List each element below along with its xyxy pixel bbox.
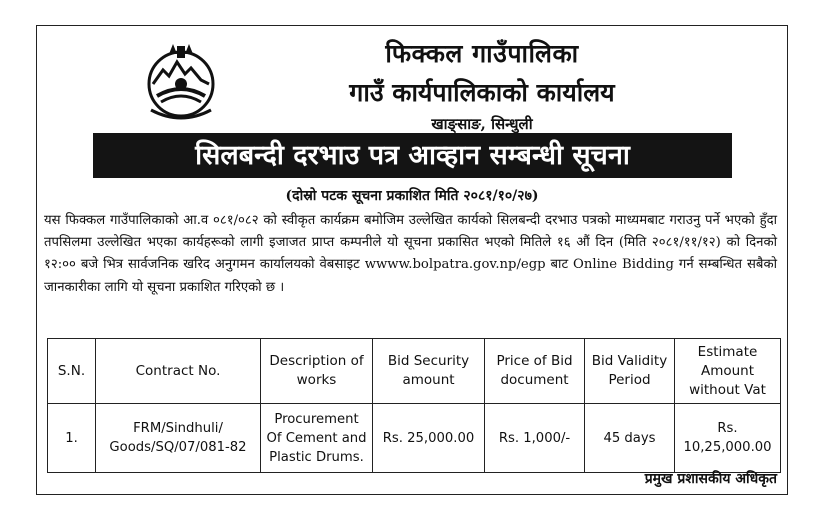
- column-header: Price of Bid document: [485, 339, 585, 404]
- estimate-amount-cell: Rs. 10,25,000.00: [675, 404, 781, 473]
- office-name-line1: फिक्कल गाउँपालिका: [385, 39, 579, 68]
- column-header: Description of works: [261, 339, 373, 404]
- table-header-row: [48, 339, 781, 404]
- office-address: खाङ्साङ, सिन्धुली: [431, 115, 533, 133]
- contract-number-cell: FRM/Sindhuli/ Goods/SQ/07/081-82: [96, 404, 261, 473]
- column-header: Contract No.: [96, 339, 261, 404]
- column-header: Estimate Amount without Vat: [675, 339, 781, 404]
- column-header: Bid Security amount: [373, 339, 485, 404]
- signatory-title: प्रमुख प्रशासकीय अधिकृत: [644, 471, 777, 487]
- notice-title-banner: सिलबन्दी दरभाउ पत्र आव्हान सम्बन्धी सूचना: [93, 133, 732, 178]
- column-header: S.N.: [48, 339, 96, 404]
- column-header: Bid Validity Period: [585, 339, 675, 404]
- notice-body: यस फिक्कल गाउँपालिकाको आ.व ०८१/०८२ को स्वीकृत कार्यक्रम बमोजिम उल्लेखित कार्यको सिलबन्दी दरभाउ पत्रको माध्यमबाट गराउनु पर्ने भएको हुँदा तपसिलमा उल्लेखित भएका कार्यहरूको लागी इजाजत प्राप्त कम्पनीले यो सूचना प्रकासित भएको मितिले १६ औं दिन (मिति २०८१/११/१२) को दिनको १२:०० बजे भित्र सार्वजनिक खरिद अनुगमन कार्यालयको वेबसाइट wwww.bolpatra.gov.np/egp बाट Online Bidding गर्न सम्बन्धित सबैको जानकारीका लागि यो सूचना प्रकाशित गरिएको छ ।: [44, 213, 777, 295]
- notice-frame: [36, 25, 788, 495]
- serial-number-cell: 1.: [48, 404, 96, 473]
- bid-validity-cell: 45 days: [585, 404, 675, 473]
- bid-document-price-cell: Rs. 1,000/-: [485, 404, 585, 473]
- bid-table: [47, 338, 781, 473]
- municipality-emblem-icon: [139, 40, 223, 124]
- publication-note: (दोस्रो पटक सूचना प्रकाशित मिति २०८१/१०/२७): [285, 188, 539, 204]
- table-row: [48, 404, 781, 473]
- bid-security-cell: Rs. 25,000.00: [373, 404, 485, 473]
- description-cell: Procurement Of Cement and Plastic Drums.: [261, 404, 373, 473]
- office-name-line2: गाउँ कार्यपालिकाको कार्यालय: [349, 78, 615, 107]
